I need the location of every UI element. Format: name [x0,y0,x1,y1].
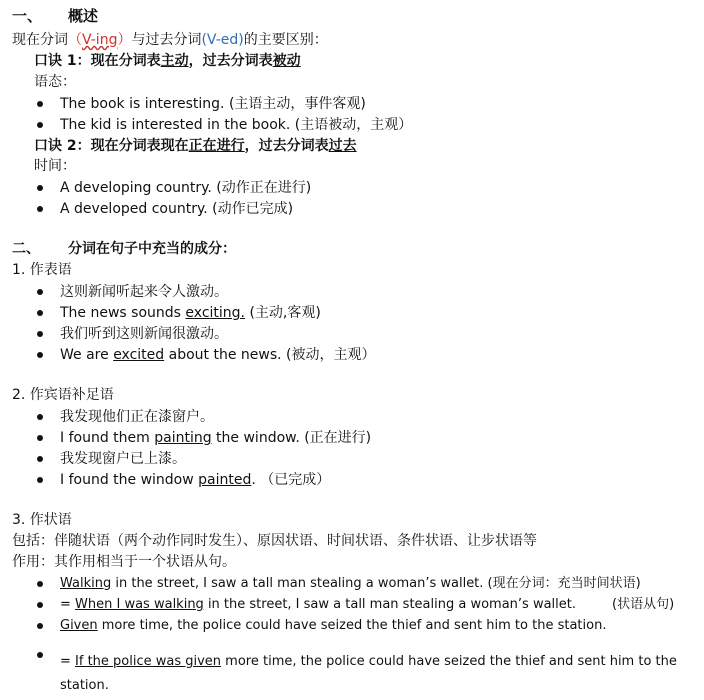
example-developing: A developing country. (动作正在进行) [60,180,312,196]
list-item: 我发现窗户已上漆。 [60,451,186,467]
bullet-dot [37,185,43,191]
bullet-dot [37,414,43,420]
list-item: 我发现他们正在漆窗户。 [60,409,214,425]
bullet-dot [37,310,43,316]
bullet-dot [37,289,43,295]
example-interesting: The book is interesting. (主语主动，事件客观) [60,96,366,112]
bullet-dot [37,477,43,483]
intro-line: 现在分词（V-ing）与过去分词(V-ed)的主要区别： [12,32,328,48]
list-item: 这则新闻听起来令人激动。 [60,284,228,300]
bullet-dot [37,456,43,462]
example-developed: A developed country. (动作已完成) [60,201,294,217]
section-2-number: 二、 [12,241,40,257]
list-item: The news sounds exciting. (主动,客观) [60,305,321,321]
section-2-title: 分词在句子中充当的成分： [68,241,236,257]
function-text: 作用：其作用相当于一个状语从句。 [12,554,236,570]
bullet-dot [37,122,43,128]
bullet-dot [37,602,43,608]
clause-note: (状语从句) [612,597,675,612]
time-label: 时间： [34,158,76,174]
sub-1-heading: 1. 作表语 [12,262,72,278]
list-item-continuation: station. [60,678,109,693]
bullet-dot [37,331,43,337]
bullet-dot [37,101,43,107]
bullet-dot [37,623,43,629]
sub-3-heading: 3. 作状语 [12,512,72,528]
voice-label: 语态： [34,74,76,90]
bullet-dot [37,435,43,441]
example-interested: The kid is interested in the book. (主语被动，主观） [60,117,413,133]
bullet-dot [37,581,43,587]
list-item: = When I was walking in the street, I saw a tall man stealing a woman’s wallet. [60,597,576,612]
sub-2-heading: 2. 作宾语补足语 [12,387,114,403]
list-item: I found them painting the window. (正在进行) [60,430,372,446]
list-item: We are excited about the news. (被动，主观） [60,347,376,363]
list-item: 我们听到这则新闻很激动。 [60,326,228,342]
bullet-dot [37,206,43,212]
section-1-title: 概述 [68,7,99,25]
section-1-number: 一、 [12,7,43,25]
list-item: = If the police was given more time, the police could have seized the thief and sent him to the [60,654,677,669]
list-item: Given more time, the police could have seized the thief and sent him to the station. [60,618,607,633]
rule-1: 口诀 1：现在分词表主动，过去分词表被动 [34,53,301,69]
includes-text: 包括：伴随状语（两个动作同时发生）、原因状语、时间状语、条件状语、让步状语等 [12,533,537,549]
bullet-dot [37,652,43,658]
list-item: Walking in the street, I saw a tall man stealing a woman’s wallet. (现在分词：充当时间状语) [60,576,641,591]
list-item: I found the window painted. （已完成） [60,472,331,488]
rule-2: 口诀 2：现在分词表现在正在进行，过去分词表过去 [34,138,357,154]
bullet-dot [37,352,43,358]
